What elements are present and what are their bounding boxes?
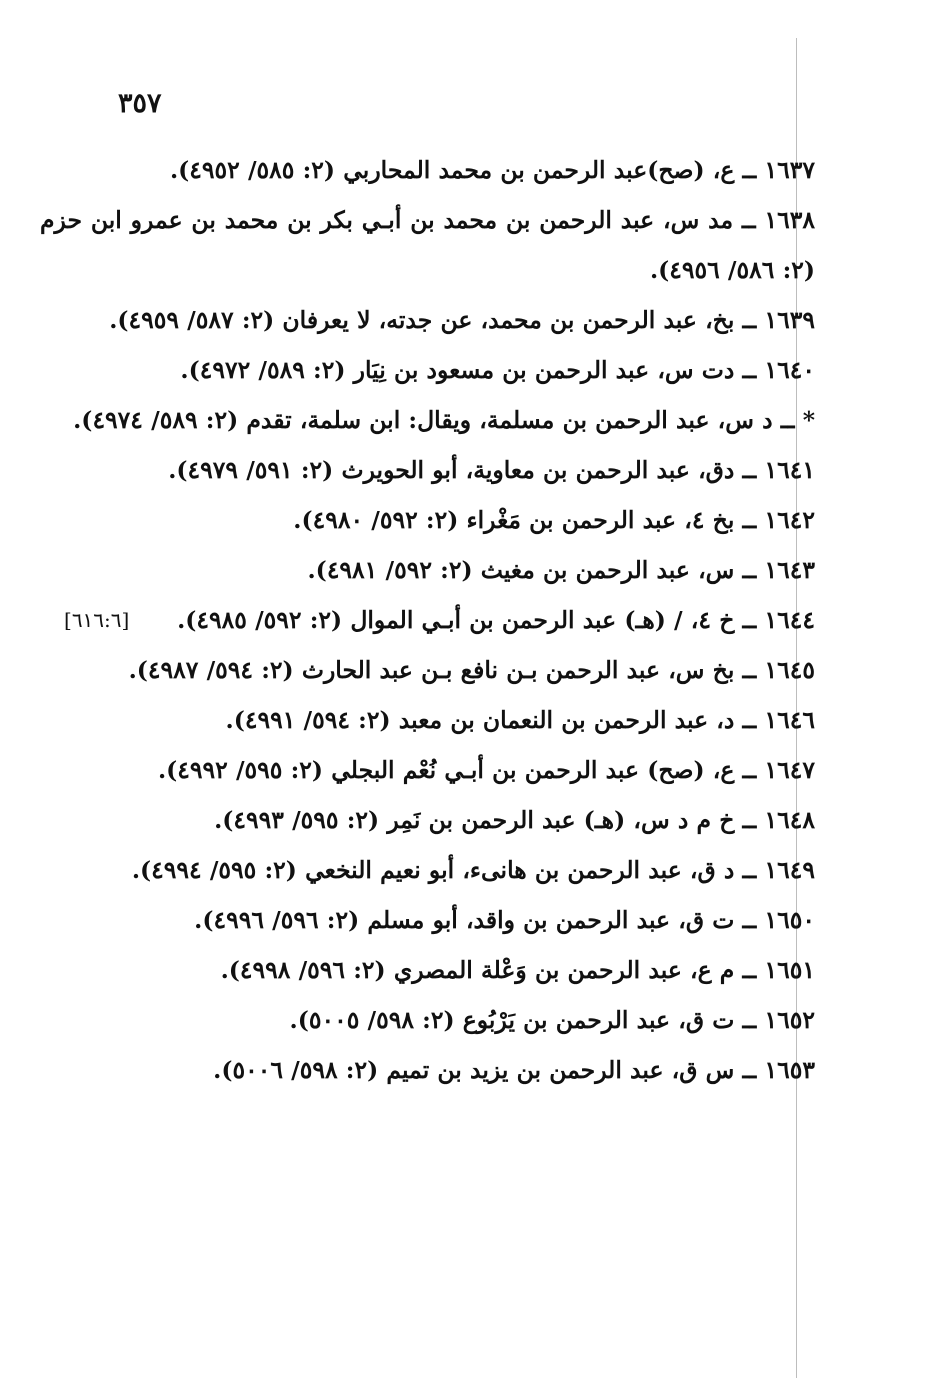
entry-1637: ١٦٣٧ ــ ع، (صح)عبد الرحمن بن محمد المحاربي (٢: ٥٨٥/ ٤٩٥٢). <box>169 156 815 184</box>
page-number: ٣٥٧ <box>118 88 162 119</box>
entry-list <box>40 145 845 1095</box>
entry-1646: ١٦٤٦ ــ د، عبد الرحمن بن النعمان بن معبد (٢: ٥٩٤/ ٤٩٩١). <box>225 706 815 734</box>
entry-1653: ١٦٥٣ ــ س ق، عبد الرحمن بن يزيد بن تميم (٢: ٥٩٨/ ٥٠٠٦). <box>213 1056 815 1084</box>
entry-1639: ١٦٣٩ ــ بخ، عبد الرحمن بن محمد، عن جدته، لا يعرفان (٢: ٥٨٧/ ٤٩٥٩). <box>109 306 815 334</box>
entry-1647: ١٦٤٧ ــ ع، (صح) عبد الرحمن بن أبـي نُعْم البجلي (٢: ٥٩٥/ ٤٩٩٢). <box>157 756 815 784</box>
entry-1644 <box>40 595 845 645</box>
entry-1645: ١٦٤٥ ــ بخ س، عبد الرحمن بـن نافع بـن عبد الحارث (٢: ٥٩٤/ ٤٩٨٧). <box>128 656 815 684</box>
entry-1649: ١٦٤٩ ــ د ق، عبد الرحمن بن هانىء، أبو نعيم النخعي (٢: ٥٩٥/ ٤٩٩٤). <box>131 856 815 884</box>
entry-1652: ١٦٥٢ ــ ت ق، عبد الرحمن بن يَرْبُوع (٢: ٥٩٨/ ٥٠٠٥). <box>289 1006 815 1034</box>
entry-1638: ١٦٣٨ ــ مد س، عبد الرحمن بن محمد بن أبـي بكر بن محمد بن عمرو ابن حزم (٢: ٥٨٦/ ٤٩٥٦). <box>40 206 815 284</box>
volume-page-note: [٦١٦:٦] <box>64 608 130 632</box>
entry-1644-text: ١٦٤٤ ــ خ ٤، / (هـ) عبد الرحمن بن أبـي الموال (٢: ٥٩٢/ ٤٩٨٥). <box>177 606 815 634</box>
entry-1642: ١٦٤٢ ــ بخ ٤، عبد الرحمن بن مَغْراء (٢: ٥٩٢/ ٤٩٨٠). <box>293 506 815 534</box>
entry-1641: ١٦٤١ ــ دق، عبد الرحمن بن معاوية، أبو الحويرث (٢: ٥٩١/ ٤٩٧٩). <box>168 456 815 484</box>
entry-1648: ١٦٤٨ ــ خ م د س، (هـ) عبد الرحمن بن نَمِر (٢: ٥٩٥/ ٤٩٩٣). <box>214 806 815 834</box>
entry-1650: ١٦٥٠ ــ ت ق، عبد الرحمن بن واقد، أبو مسلم (٢: ٥٩٦/ ٤٩٩٦). <box>194 906 815 934</box>
entry-1640: ١٦٤٠ ــ دت س، عبد الرحمن بن مسعود بن نِيَار (٢: ٥٨٩/ ٤٩٧٢). <box>180 356 815 384</box>
entry-cross-reference: * ــ د س، عبد الرحمن بن مسلمة، ويقال: ابن سلمة، تقدم (٢: ٥٨٩/ ٤٩٧٤). <box>73 406 815 434</box>
entry-1643: ١٦٤٣ ــ س، عبد الرحمن بن مغيث (٢: ٥٩٢/ ٤٩٨١). <box>307 556 815 584</box>
entry-1651: ١٦٥١ ــ م ع، عبد الرحمن بن وَعْلة المصري (٢: ٥٩٦/ ٤٩٩٨). <box>220 956 815 984</box>
